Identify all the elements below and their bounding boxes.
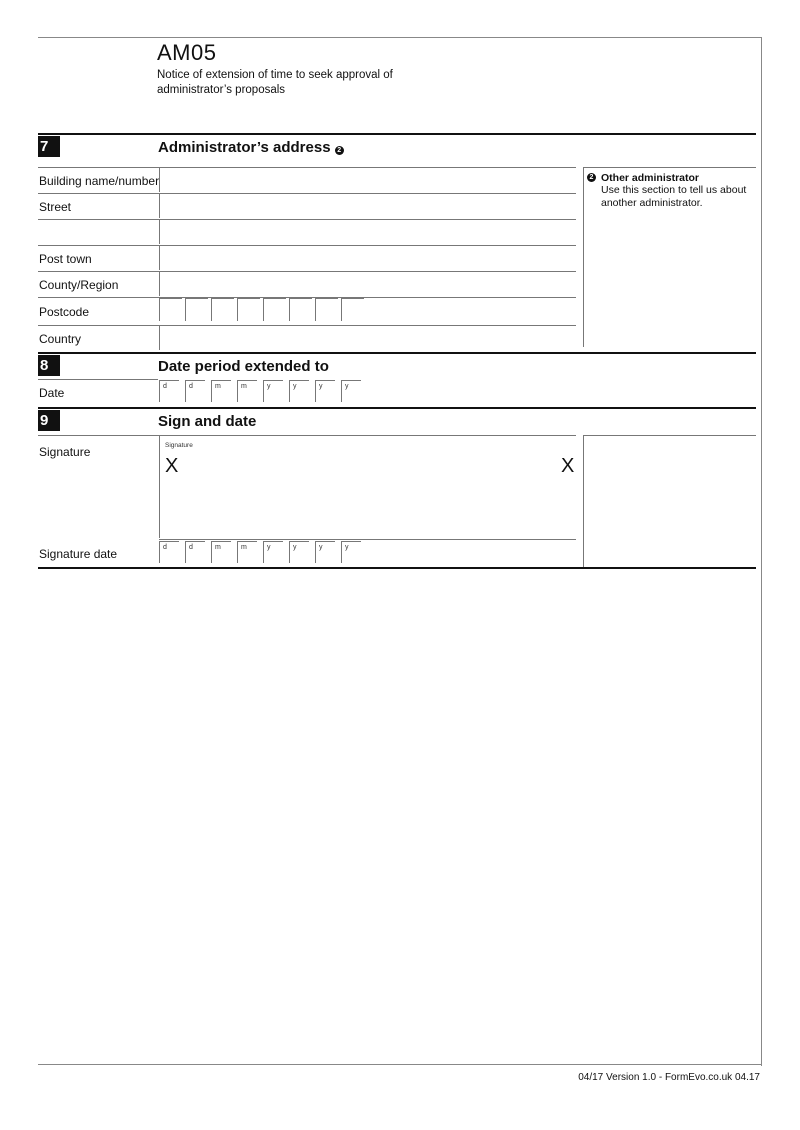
post-town-input[interactable] — [160, 246, 576, 270]
date-year-box[interactable]: y — [315, 380, 335, 402]
sign-here-left-mark: X — [165, 455, 179, 477]
section-9-title: Sign and date — [158, 413, 257, 430]
other-administrator-note — [587, 172, 752, 210]
county-input[interactable] — [160, 272, 576, 296]
postcode-char-box[interactable] — [263, 298, 286, 321]
postcode-char-box[interactable] — [159, 298, 182, 321]
note-text: Use this section to tell us about another administrator. — [601, 184, 747, 209]
post-town-label: Post town — [39, 252, 92, 266]
form-code: AM05 — [157, 40, 217, 65]
date-day-box[interactable]: d — [159, 541, 179, 563]
date-year-box[interactable]: y — [289, 380, 309, 402]
section-8-number: 8 — [38, 355, 60, 376]
row-divider — [38, 379, 158, 380]
date-day-box[interactable]: d — [185, 380, 205, 402]
postcode-label: Postcode — [39, 305, 90, 319]
section-9-end-rule — [38, 567, 756, 569]
street-label: Street — [39, 200, 72, 214]
postcode-char-box[interactable] — [315, 298, 338, 321]
signature-label: Signature — [39, 445, 91, 459]
form-subtitle: Notice of extension of time to seek approval of administrator’s proposals — [157, 69, 393, 96]
signature-box[interactable] — [160, 436, 576, 538]
section-7-number: 7 — [38, 136, 60, 157]
street-input[interactable] — [160, 194, 576, 218]
note-divider — [583, 167, 584, 347]
note-marker-icon: 2 — [587, 173, 596, 182]
date-year-box[interactable]: y — [289, 541, 309, 563]
signature-date-label: Signature date — [39, 547, 118, 561]
country-input[interactable] — [160, 326, 576, 350]
date-month-box[interactable]: m — [237, 541, 257, 563]
date-year-box[interactable]: y — [263, 380, 283, 402]
date-day-box[interactable]: d — [159, 380, 179, 402]
section-9-number: 9 — [38, 410, 60, 431]
postcode-char-box[interactable] — [185, 298, 208, 321]
country-label: Country — [39, 332, 82, 346]
date-month-box[interactable]: m — [211, 541, 231, 563]
note-rule — [583, 167, 756, 168]
date-year-box[interactable]: y — [341, 541, 361, 563]
date-month-box[interactable]: m — [237, 380, 257, 402]
page-frame-top — [38, 37, 762, 38]
section-8-title: Date period extended to — [158, 358, 329, 375]
note-rule — [583, 435, 756, 436]
note-title: Other administrator — [601, 172, 700, 184]
building-input[interactable] — [160, 168, 576, 192]
postcode-char-box[interactable] — [341, 298, 364, 321]
date-label: Date — [39, 386, 65, 400]
date-year-box[interactable]: y — [341, 380, 361, 402]
section-7-rule — [38, 133, 756, 135]
section-7-title-text: Administrator’s address — [158, 139, 331, 156]
signature-box-caption: Signature — [165, 442, 193, 449]
row-divider — [159, 539, 576, 540]
date-year-box[interactable]: y — [263, 541, 283, 563]
page-frame-right — [761, 37, 762, 1066]
building-label: Building name/number — [39, 174, 160, 188]
county-label: County/Region — [39, 278, 119, 292]
postcode-char-box[interactable] — [237, 298, 260, 321]
date-year-box[interactable]: y — [315, 541, 335, 563]
date-month-box[interactable]: m — [211, 380, 231, 402]
postcode-char-box[interactable] — [289, 298, 312, 321]
section-8-rule — [38, 352, 756, 354]
street-line-2-input[interactable] — [160, 220, 576, 244]
note-divider — [583, 435, 584, 567]
note-marker-icon: 2 — [335, 146, 344, 155]
page-frame-bottom — [38, 1064, 762, 1065]
sign-here-right-mark: X — [561, 455, 575, 477]
footer-version: 04/17 Version 1.0 - FormEvo.co.uk 04.17 — [578, 1072, 760, 1083]
postcode-char-box[interactable] — [211, 298, 234, 321]
date-day-box[interactable]: d — [185, 541, 205, 563]
section-9-rule — [38, 407, 756, 409]
section-7-title — [158, 139, 344, 156]
